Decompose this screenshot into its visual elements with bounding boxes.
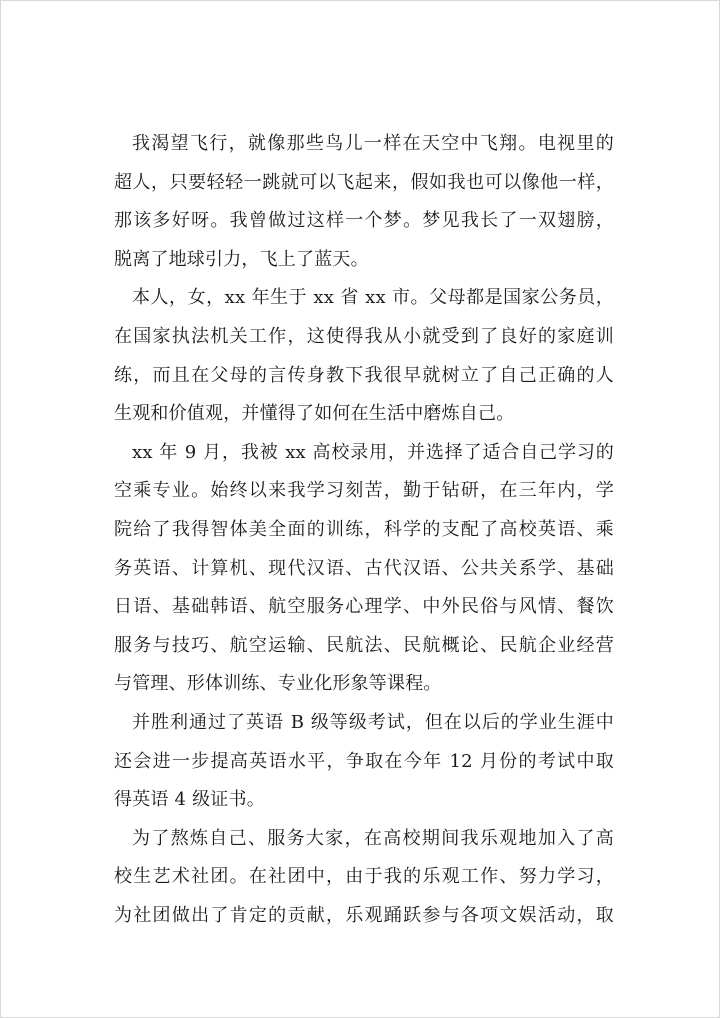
paragraph-5-line-2: 校生艺术社团。在社团中，由于我的乐观工作、努力学习， — [114, 866, 614, 888]
paragraph-4-line-2: 还会进一步提高英语水平，争取在今年 12 月份的考试中取 — [114, 750, 614, 772]
paragraph-3-line-2: 空乘专业。始终以来我学习刻苦，勤于钻研，在三年内，学 — [114, 480, 614, 502]
paragraph-1-line-3: 那该多好呀。我曾做过这样一个梦。梦见我长了一双翅膀， — [114, 210, 614, 232]
paragraph-4-line-3: 得英语 4 级证书。 — [114, 789, 265, 811]
paragraph-3-line-7: 与管理、形体训练、专业化形象等课程。 — [114, 673, 442, 695]
document-body — [114, 125, 614, 935]
paragraph-3-line-3: 院给了我得智体美全面的训练，科学的支配了高校英语、乘 — [114, 518, 614, 540]
paragraph-1-line-4: 脱离了地球引力，飞上了蓝天。 — [114, 248, 369, 270]
paragraph-2-line-2: 在国家执法机关工作，这使得我从小就受到了良好的家庭训 — [114, 325, 614, 347]
paragraph-2-line-1: 本人，女，xx 年生于 xx 省 xx 市。父母都是国家公务员， — [132, 287, 614, 309]
paragraph-3-line-4: 务英语、计算机、现代汉语、古代汉语、公共关系学、基础 — [114, 557, 614, 579]
paragraph-3-line-1: xx 年 9 月，我被 xx 高校录用，并选择了适合自己学习的 — [132, 441, 614, 463]
paragraph-2-line-4: 生观和价值观，并懂得了如何在生活中磨炼自己。 — [114, 403, 515, 425]
paragraph-1-line-1: 我渴望飞行，就像那些鸟儿一样在天空中飞翔。电视里的 — [132, 133, 614, 154]
paragraph-5-line-3: 为社团做出了肯定的贡献，乐观踊跃参与各项文娱活动，取 — [114, 904, 614, 926]
paragraph-4-line-1: 并胜利通过了英语 B 级等级考试，但在以后的学业生涯中 — [132, 711, 614, 733]
paragraph-2-line-3: 练，而且在父母的言传身教下我很早就树立了自己正确的人 — [114, 364, 614, 386]
paragraph-3-line-6: 服务与技巧、航空运输、民航法、民航概论、民航企业经营 — [114, 634, 614, 656]
paragraph-5-line-1: 为了熬炼自己、服务大家，在高校期间我乐观地加入了高 — [132, 827, 614, 849]
paragraph-1-line-2: 超人，只要轻轻一跳就可以飞起来，假如我也可以像他一样， — [114, 171, 614, 193]
paragraph-3-line-5: 日语、基础韩语、航空服务心理学、中外民俗与风情、餐饮 — [114, 596, 614, 618]
